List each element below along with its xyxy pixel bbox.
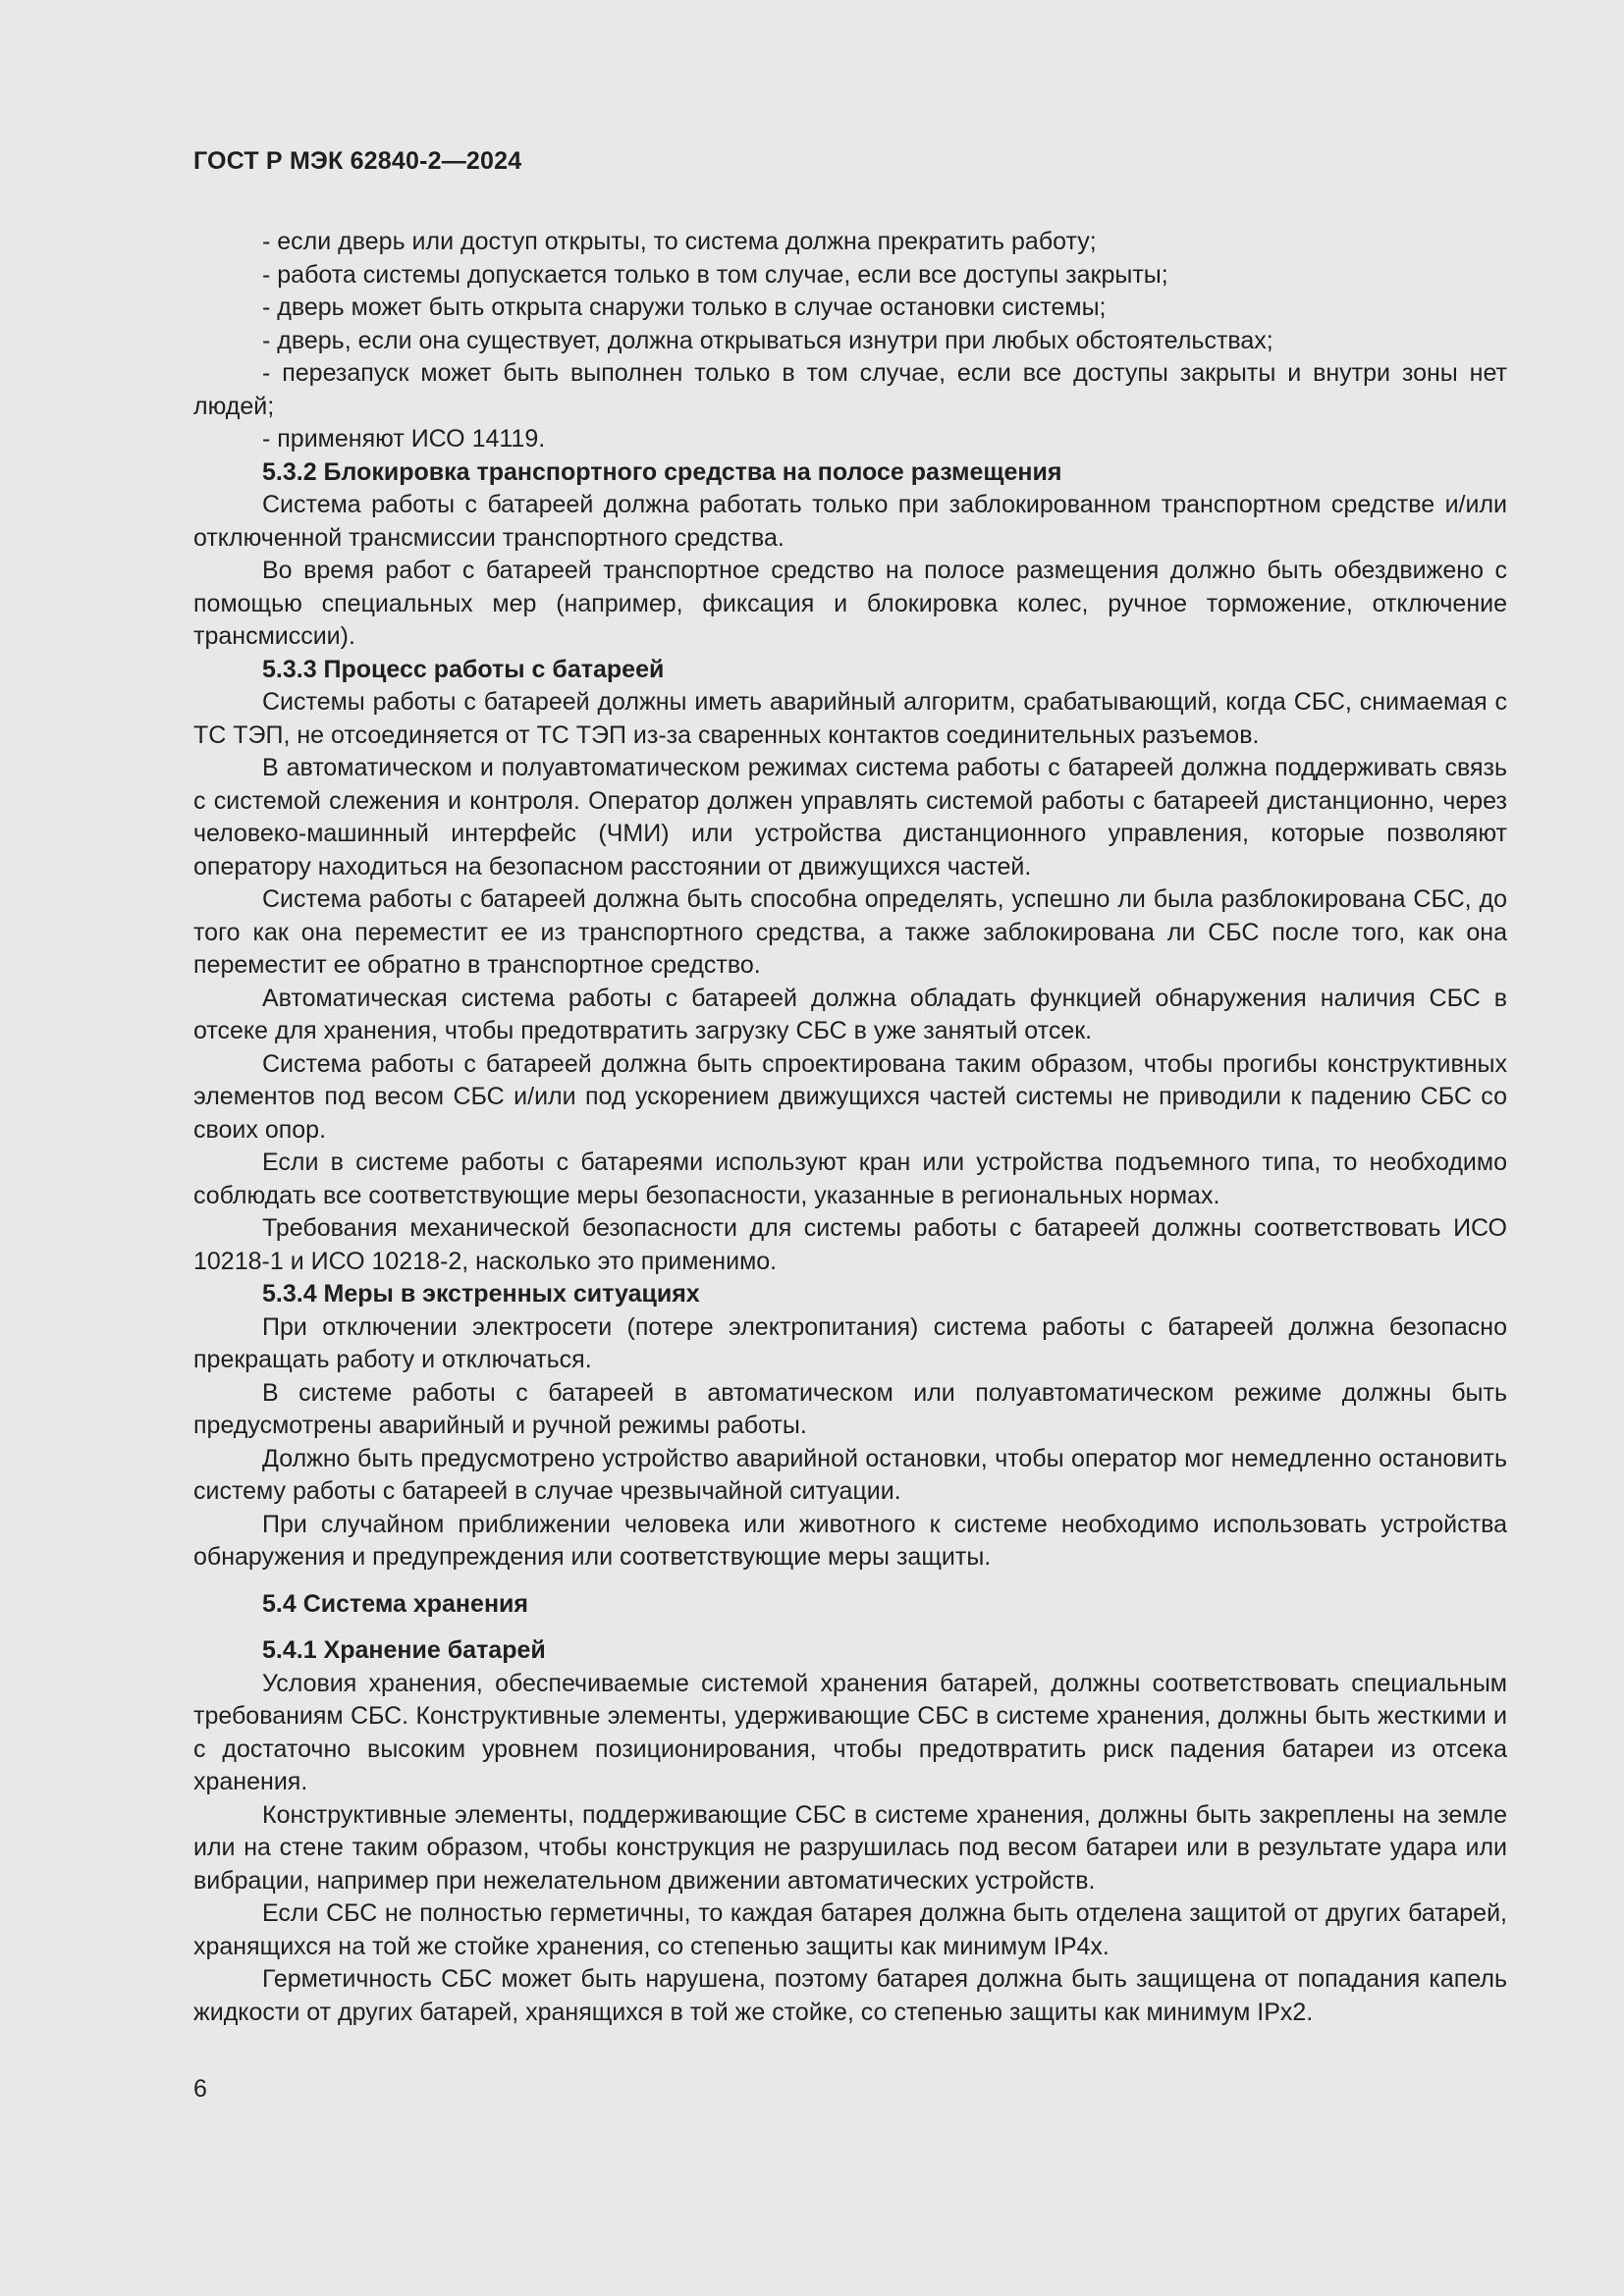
paragraph: При случайном приближении человека или животного к системе необходимо использовать устройства обнаружения и предупреждения или соответствующие меры защиты.: [193, 1510, 1507, 1571]
paragraph: Если СБС не полностью герметичны, то каждая батарея должна быть отделена защитой от других батарей, хранящихся на той же стойке хранения, со степенью защиты как минимум IP4x.: [193, 1899, 1507, 1960]
page-number: 6: [193, 2075, 207, 2103]
paragraph: Во время работ с батареей транспортное средство на полосе размещения должно быть обездвижено с помощью специальных мер (например, фиксация и блокировка колес, ручное торможение, отключение трансмиссии).: [193, 557, 1507, 650]
document-body: [193, 226, 1507, 2029]
section-heading-5-3-3: 5.3.3 Процесс работы с батареей: [262, 655, 665, 683]
list-item: - перезапуск может быть выполнен только в том случае, если все доступы закрыты и внутри зоны нет людей;: [193, 359, 1507, 420]
paragraph: Системы работы с батареей должны иметь аварийный алгоритм, срабатывающий, когда СБС, снимаемая с ТС ТЭП, не отсоединяется от ТС ТЭП из-за сваренных контактов соединительных разъемов.: [193, 688, 1507, 749]
paragraph: В автоматическом и полуавтоматическом режимах система работы с батареей должна поддерживать связь с системой слежения и контроля. Оператор должен управлять системой работы с батареей дистанционно, через человеко-машинный интерфейс (ЧМИ) или устройства дистанционного управления, которые позволяют оператору находиться на безопасном расстоянии от движущихся частей.: [193, 754, 1507, 881]
paragraph: Требования механической безопасности для системы работы с батареей должны соответствовать ИСО 10218-1 и ИСО 10218-2, насколько это применимо.: [193, 1214, 1507, 1275]
paragraph: Должно быть предусмотрено устройство аварийной остановки, чтобы оператор мог немедленно остановить систему работы с батареей в случае чрезвычайной ситуации.: [193, 1444, 1507, 1505]
list-item: - дверь может быть открыта снаружи только в случае остановки системы;: [262, 294, 1107, 321]
paragraph: Конструктивные элементы, поддерживающие СБС в системе хранения, должны быть закреплены на земле или на стене таким образом, чтобы конструкция не разрушилась под весом батареи или в результате удара или вибрации, например при нежелательном движении автоматических устройств.: [193, 1800, 1507, 1895]
list-item: - если дверь или доступ открыты, то система должна прекратить работу;: [262, 228, 1097, 255]
document-code-header: ГОСТ Р МЭК 62840-2—2024: [193, 147, 522, 175]
paragraph: В системе работы с батареей в автоматическом или полуавтоматическом режиме должны быть предусмотрены аварийный и ручной режимы работы.: [193, 1378, 1507, 1439]
paragraph: Автоматическая система работы с батареей должна обладать функцией обнаружения наличия СБС в отсеке для хранения, чтобы предотвратить загрузку СБС в уже занятый отсек.: [193, 984, 1507, 1044]
requirements-list: [193, 226, 1507, 456]
paragraph: Условия хранения, обеспечиваемые системой хранения батарей, должны соответствовать специальным требованиям СБС. Конструктивные элементы, удерживающие СБС в системе хранения, должны быть жесткими и с достаточно высоким уровнем позиционирования, чтобы предотвратить риск падения батареи из отсека хранения.: [193, 1669, 1507, 1795]
list-item: - дверь, если она существует, должна открываться изнутри при любых обстоятельствах;: [262, 326, 1273, 354]
section-heading-5-3-4: 5.3.4 Меры в экстренных ситуациях: [262, 1280, 700, 1308]
section-heading-5-4-1: 5.4.1 Хранение батарей: [262, 1636, 546, 1664]
paragraph: Если в системе работы с батареями используют кран или устройства подъемного типа, то необходимо соблюдать все соответствующие меры безопасности, указанные в региональных нормах.: [193, 1148, 1507, 1209]
section-heading-5-3-2: 5.3.2 Блокировка транспортного средства на полосе размещения: [262, 457, 1062, 486]
paragraph: При отключении электросети (потере электропитания) система работы с батареей должна безопасно прекращать работу и отключаться.: [193, 1312, 1507, 1373]
list-item: - работа системы допускается только в том случае, если все доступы закрыты;: [262, 260, 1168, 289]
section-heading-5-4: 5.4 Система хранения: [262, 1589, 528, 1618]
paragraph: Система работы с батареей должна быть способна определять, успешно ли была разблокирована СБС, до того как она переместит ее из транспортного средства, а также заблокирована ли СБС после того, как она переместит ее обратно в транспортное средство.: [193, 885, 1507, 979]
paragraph: Система работы с батареей должна быть спроектирована таким образом, чтобы прогибы конструктивных элементов под весом СБС и/или под ускорением движущихся частей системы не приводили к падению СБС со своих опор.: [193, 1049, 1507, 1144]
paragraph: Система работы с батареей должна работать только при заблокированном транспортном средстве и/или отключенной трансмиссии транспортного средства.: [193, 491, 1507, 552]
paragraph: Герметичность СБС может быть нарушена, поэтому батарея должна быть защищена от попадания капель жидкости от других батарей, хранящихся в той же стойке, со степенью защиты как минимум IPx2.: [193, 1965, 1507, 2026]
list-item: - применяют ИСО 14119.: [262, 425, 546, 453]
